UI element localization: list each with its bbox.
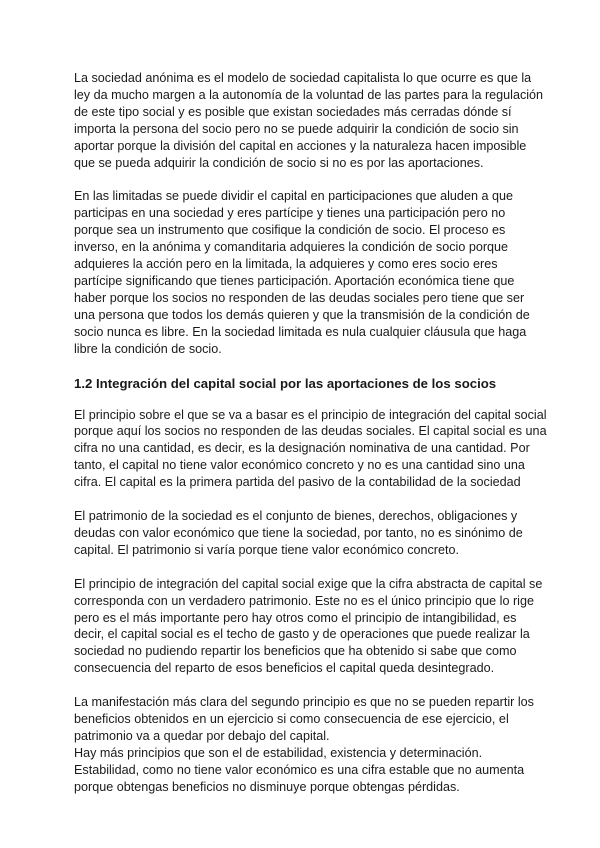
text-line: El principio sobre el que se va a basar es el principio de integración del capital social — [74, 407, 547, 422]
paragraph-principio-integracion — [74, 407, 547, 492]
text-line: deudas con valor económico que tiene la sociedad, por tanto, no es sinónimo de — [74, 525, 523, 540]
text-line: inverso, en la anónima y comanditaria adquieres la condición de socio porque — [74, 240, 509, 255]
text-line: La manifestación más clara del segundo principio es que no se pueden repartir los — [74, 695, 534, 710]
text-line: tanto, el capital no tiene valor económico concreto y no es una cantidad sino una — [74, 458, 525, 473]
text-line: libre la condición de socio. — [74, 341, 222, 356]
text-line: porque obtengas beneficios no disminuye porque obtengas pérdidas. — [74, 779, 460, 794]
text-line: socio nunca es libre. En la sociedad limitada es nula cualquier cláusula que haga — [74, 324, 527, 339]
text-line: porque aquí los socios no responden de las deudas sociales. El capital social es una — [74, 424, 547, 439]
text-line: La sociedad anónima es el modelo de sociedad capitalista lo que ocurre es que la — [74, 71, 532, 85]
text-line: decir, el capital social es el techo de gasto y de operaciones que puede realizar la — [74, 627, 530, 642]
paragraph-limitadas — [74, 188, 534, 357]
paragraph-manifestacion — [74, 694, 534, 745]
text-line: Hay más principios que son el de estabilidad, existencia y determinación. — [74, 745, 483, 760]
text-line: Estabilidad, como no tiene valor económico es una cifra estable que no aumenta — [74, 762, 525, 777]
text-line: haber porque los socios no responden de las deudas sociales pero tiene que ser — [74, 290, 525, 305]
text-line: pero es el más importante pero hay otros como el principio de intangibilidad, es — [74, 610, 517, 625]
text-line: partícipe significando que tienes participación. Aportación económica tiene que — [74, 273, 515, 288]
text-line: participas en una sociedad y eres partícipe y tienes una participación pero no — [74, 206, 506, 221]
text-line: patrimonio va a quedar por debajo del capital. — [74, 729, 330, 743]
text-line: corresponda con un verdadero patrimonio. Este no es el único principio que lo rige — [74, 593, 534, 608]
text-line: una persona que todos los demás quieren y que la transmisión de la condición de — [74, 307, 530, 322]
text-line: capital. El patrimonio si varía porque tiene valor económico concreto. — [74, 542, 460, 557]
text-line: ley da mucho margen a la autonomía de la voluntad de las partes para la regulación — [74, 87, 544, 102]
text-line: beneficios obtenidos en un ejercicio si como consecuencia de ese ejercicio, el — [74, 712, 509, 727]
text-line: En las limitadas se puede dividir el capital en participaciones que aluden a que — [74, 189, 513, 204]
text-line: El patrimonio de la sociedad es el conjunto de bienes, derechos, obligaciones y — [74, 509, 518, 524]
paragraph-sociedad-anonima — [74, 70, 544, 171]
document-page — [74, 70, 547, 813]
text-line: aportar porque la división del capital en acciones y la naturaleza hacen imposible — [74, 138, 527, 153]
text-line: adquieres la acción pero en la limitada, la adquieres y como eres socio eres — [74, 257, 498, 272]
text-line: El principio de integración del capital social exige que la cifra abstracta de capital se — [74, 576, 543, 591]
paragraph-patrimonio — [74, 508, 534, 559]
text-line: cifra no una cantidad, es decir, es la designación nominativa de una cantidad. Por — [74, 441, 530, 456]
text-line: consecuencia del reparto de esos beneficios el capital queda desintegrado. — [74, 661, 495, 676]
text-line: de este tipo social y es posible que existan sociedades más cerradas dónde sí — [74, 104, 512, 119]
text-line: cifra. El capital es la primera partida del pasivo de la contabilidad de la sociedad — [74, 475, 521, 490]
text-line: porque sea un instrumento que cosifique la condición de socio. El proceso es — [74, 223, 506, 238]
paragraph-intangibilidad — [74, 576, 543, 677]
text-line: que se pueda adquirir la condición de socio si no es por las aportaciones. — [74, 155, 484, 170]
text-line: sociedad no pudiendo repartir los beneficios que ha obtenido si sabe que como — [74, 644, 517, 659]
text-line: importa la persona del socio pero no se puede adquirir la condición de socio sin — [74, 121, 519, 136]
paragraph-estabilidad — [74, 745, 534, 796]
section-heading: 1.2 Integración del capital social por las aportaciones de los socios — [74, 375, 497, 391]
